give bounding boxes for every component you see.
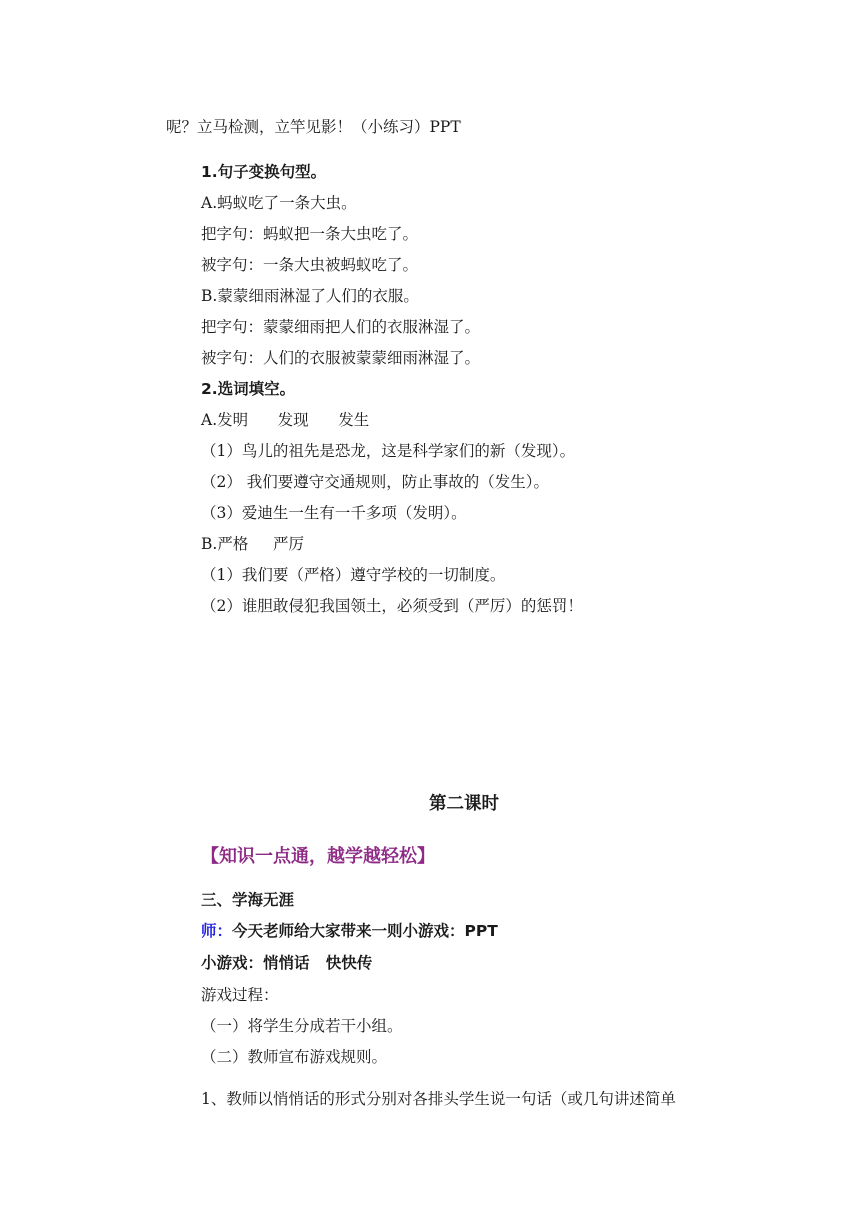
question-1-sentence-b: B.蒙蒙细雨淋湿了人们的衣服。 <box>201 287 419 305</box>
lesson-title: 第二课时 <box>429 794 499 814</box>
question-2-title: 2.选词填空。 <box>201 380 296 398</box>
question-2-b-words: B.严格 严厉 <box>201 535 304 553</box>
game-name: 小游戏：悄悄话 快快传 <box>201 954 373 972</box>
part-three-heading: 三、学海无涯 <box>201 891 295 909</box>
question-1-b-ba-sentence: 把字句：蒙蒙细雨把人们的衣服淋湿了。 <box>201 318 481 336</box>
question-2-a-item-2: （2） 我们要遵守交通规则，防止事故的（发生）。 <box>201 473 550 491</box>
question-1-b-bei-sentence: 被字句：人们的衣服被蒙蒙细雨淋湿了。 <box>201 349 481 367</box>
teacher-label: 师： <box>201 922 233 940</box>
question-2-a-words: A.发明 发现 发生 <box>201 411 370 429</box>
teacher-line <box>201 921 498 941</box>
section-banner: 【知识一点通，越学越轻松】 <box>201 846 435 867</box>
game-rule-1: 1、教师以悄悄话的形式分别对各排头学生说一句话（或几句讲述简单 <box>201 1090 676 1108</box>
question-2-b-item-2: （2）谁胆敢侵犯我国领土，必须受到（严厉）的惩罚！ <box>201 597 583 615</box>
question-1-a-ba-sentence: 把字句：蚂蚁把一条大虫吃了。 <box>201 225 419 243</box>
question-2-a-item-1: （1）鸟儿的祖先是恐龙，这是科学家们的新（发现）。 <box>201 442 576 460</box>
question-1-title: 1.句子变换句型。 <box>201 163 327 181</box>
game-process-label: 游戏过程： <box>201 986 279 1004</box>
intro-line: 呢？立马检测，立竿见影！（小练习）PPT <box>166 118 461 136</box>
question-2-b-item-1: （1）我们要（严格）遵守学校的一切制度。 <box>201 566 506 584</box>
teacher-text: 今天老师给大家带来一则小游戏：PPT <box>232 922 498 940</box>
question-1-a-bei-sentence: 被字句：一条大虫被蚂蚁吃了。 <box>201 256 419 274</box>
question-1-sentence-a: A.蚂蚁吃了一条大虫。 <box>201 194 357 212</box>
question-2-a-item-3: （3）爱迪生一生有一千多项（发明）。 <box>201 504 467 522</box>
game-step-2: （二）教师宣布游戏规则。 <box>201 1048 388 1066</box>
game-step-1: （一）将学生分成若干小组。 <box>201 1017 403 1035</box>
